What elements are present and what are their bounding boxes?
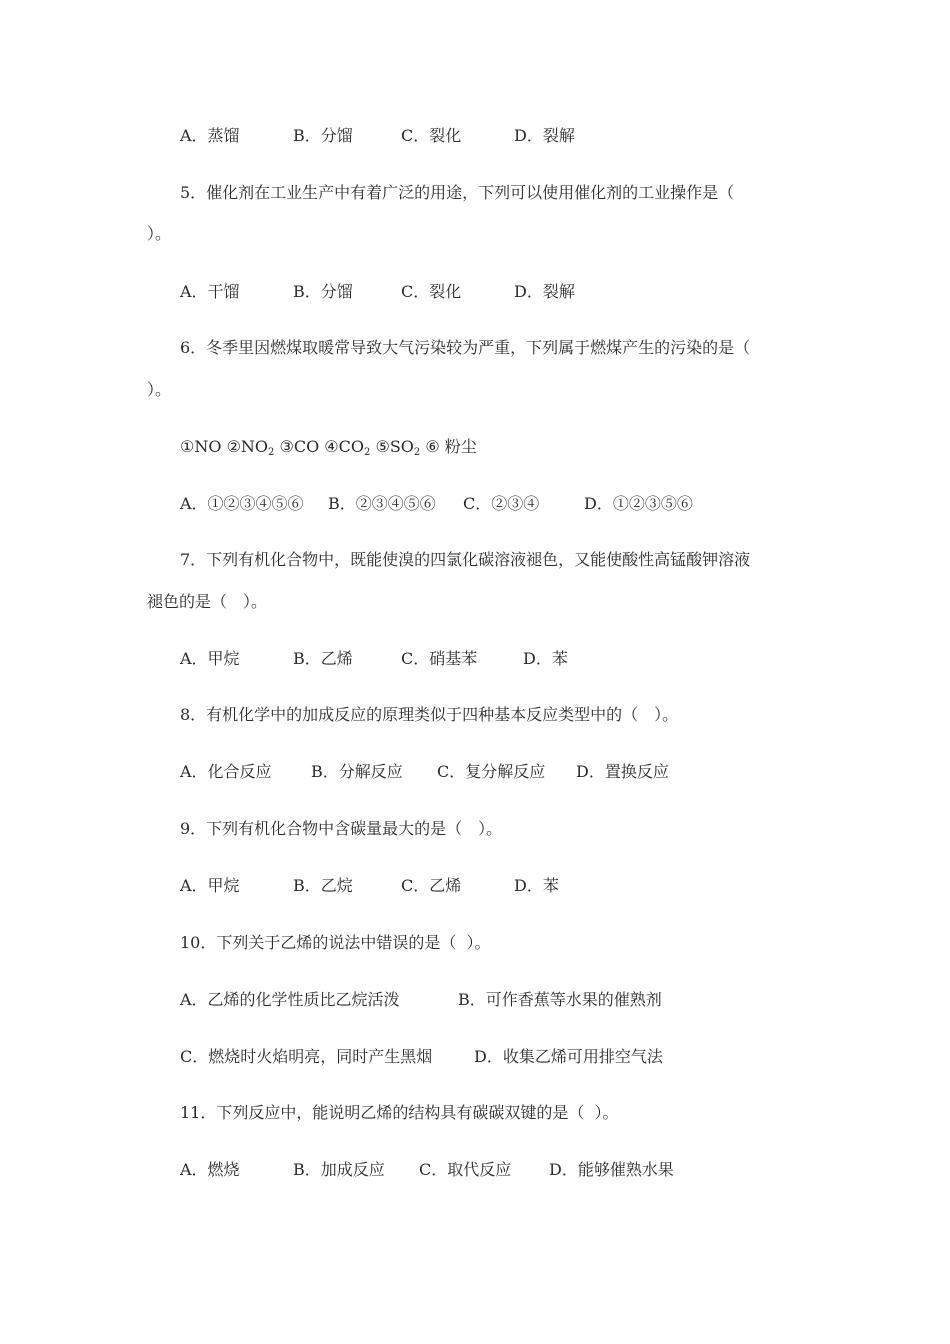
- q8-option-a: A．化合反应: [180, 762, 272, 781]
- q10-option-b: B．可作香蕉等水果的催熟剂: [458, 990, 662, 1009]
- q5-stem-line2: ）。: [147, 224, 172, 243]
- q6-option-c: C．②③④: [463, 494, 540, 513]
- q11-option-c: C．取代反应: [419, 1160, 512, 1179]
- q9-option-a: A．甲烷: [180, 876, 240, 895]
- q6-option-d: D．①②③⑤⑥: [584, 494, 693, 513]
- q6-stem-line1: 6．冬季里因燃煤取暖常导致大气污染较为严重，下列属于燃煤产生的污染的是（: [180, 338, 751, 357]
- q5-option-a: A．干馏: [180, 282, 240, 301]
- q7-stem-line2: 褪色的是（ ）。: [147, 592, 268, 611]
- q8-option-c: C．复分解反应: [437, 762, 546, 781]
- q7-option-a: A．甲烷: [180, 649, 240, 668]
- q6-pollutant-list: [180, 435, 477, 459]
- q6-stem-line2: ）。: [147, 380, 172, 399]
- q10-option-a: A．乙烯的化学性质比乙烷活泼: [180, 990, 400, 1009]
- q5-stem-line1: 5．催化剂在工业生产中有着广泛的用途，下列可以使用催化剂的工业操作是（: [180, 183, 735, 202]
- q6-item-2-subscript: 2: [268, 447, 275, 458]
- q10-option-d: D．收集乙烯可用排空气法: [474, 1047, 663, 1066]
- q9-option-b: B．乙烷: [293, 876, 353, 895]
- q6-item-2: ②NO: [226, 437, 269, 456]
- q10-option-c: C．燃烧时火焰明亮，同时产生黑烟: [180, 1047, 433, 1066]
- q7-option-d: D．苯: [523, 649, 568, 668]
- q6-item-6: ⑥ 粉尘: [425, 437, 477, 456]
- q5-option-c: C．裂化: [401, 282, 462, 301]
- q6-option-a: A．①②③④⑤⑥: [180, 494, 304, 513]
- q4-option-c: C．裂化: [401, 126, 462, 145]
- q6-item-4-subscript: 2: [364, 447, 371, 458]
- q7-option-c: C．硝基苯: [401, 649, 478, 668]
- q9-stem: 9．下列有机化合物中含碳量最大的是（ ）。: [180, 819, 503, 838]
- q5-option-d: D．裂解: [514, 282, 575, 301]
- q4-option-b: B．分馏: [293, 126, 353, 145]
- q6-option-b: B．②③④⑤⑥: [328, 494, 436, 513]
- q6-item-5-subscript: 2: [413, 447, 421, 458]
- q6-item-5: ⑤SO: [375, 437, 414, 456]
- q7-option-b: B．乙烯: [293, 649, 353, 668]
- q9-option-d: D．苯: [514, 876, 559, 895]
- q7-stem-line1: 7．下列有机化合物中，既能使溴的四氯化碳溶液褪色，又能使酸性高锰酸钾溶液: [180, 550, 751, 569]
- q9-option-c: C．乙烯: [401, 876, 462, 895]
- q8-option-d: D．置换反应: [576, 762, 669, 781]
- q11-option-b: B．加成反应: [293, 1160, 385, 1179]
- q6-item-1: ①NO: [180, 437, 222, 456]
- q4-option-d: D．裂解: [514, 126, 575, 145]
- q11-stem: 11．下列反应中，能说明乙烯的结构具有碳碳双键的是（ ）。: [180, 1103, 619, 1122]
- q11-option-a: A．燃烧: [180, 1160, 240, 1179]
- q4-option-a: A．蒸馏: [180, 126, 240, 145]
- q6-item-4: ④CO: [324, 437, 364, 456]
- q8-stem: 8．有机化学中的加成反应的原理类似于四种基本反应类型中的（ ）。: [180, 705, 679, 724]
- q11-option-d: D．能够催熟水果: [549, 1160, 674, 1179]
- q8-option-b: B．分解反应: [311, 762, 403, 781]
- q5-option-b: B．分馏: [293, 282, 353, 301]
- q10-stem: 10．下列关于乙烯的说法中错误的是（ ）。: [180, 933, 491, 952]
- q6-item-3: ③CO: [279, 437, 320, 456]
